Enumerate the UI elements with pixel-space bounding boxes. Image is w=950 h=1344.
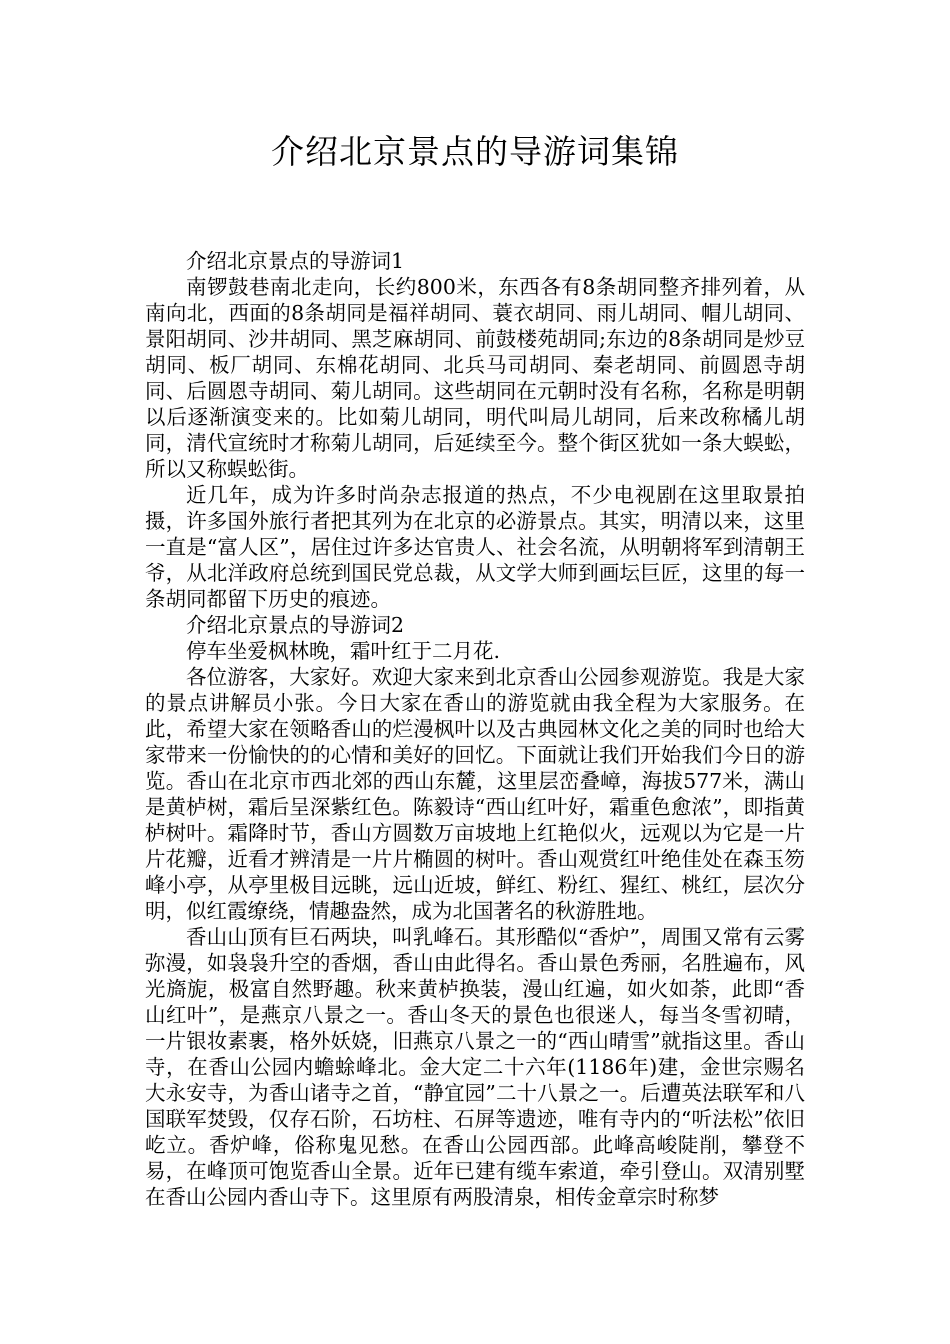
paragraph: 停车坐爱枫林晚，霜叶红于二月花. [186, 639, 501, 663]
section-heading: 介绍北京景点的导游词2 [186, 613, 405, 637]
paragraph: 香山山顶有巨石两块，叫乳峰石。其形酷似“香炉”，周围又常有云雾弥漫，如袅袅升空的香烟，香山由此得名。香山景色秀丽，名胜遍布，风光旖旎，极富自然野趣。秋来黄栌换装，漫山红遍，如火如荼，此即“香山红叶”，是燕京八景之一。香山冬天的景色也很迷人，每当冬雪初晴，一片银妆素裹，格外妖娆，旧燕京八景之一的“西山晴雪”就指这里。香山寺，在香山公园内蟾蜍峰北。金大定二十六年(1186年)建，金世宗赐名大永安寺，为香山诸寺之首，“静宜园”二十八景之一。后遭英法联军和八国联军焚毁，仅存石阶，石坊柱、石屏等遗迹，唯有寺内的“听法松”依旧屹立。香炉峰，俗称鬼见愁。在香山公园西部。此峰高峻陡削，攀登不易，在峰顶可饱览香山全景。近年已建有缆车索道，牵引登山。双清别墅在香山公园内香山寺下。这里原有两股清泉，相传金章宗时称梦 [145, 925, 805, 1209]
document-body [145, 248, 805, 1210]
document-title: 介绍北京景点的导游词集锦 [271, 132, 679, 171]
paragraph: 各位游客，大家好。欢迎大家来到北京香山公园参观游览。我是大家的景点讲解员小张。今日大家在香山的游览就由我全程为大家服务。在此，希望大家在领略香山的烂漫枫叶以及古典园林文化之美的同时也给大家带来一份愉快的的心情和美好的回忆。下面就让我们开始我们今日的游览。香山在北京市西北郊的西山东麓，这里层峦叠嶂，海拔577米，满山是黄栌树，霜后呈深紫红色。陈毅诗“西山红叶好，霜重色愈浓”，即指黄栌树叶。霜降时节，香山方圆数万亩坡地上红艳似火，远观以为它是一片片花瓣，近看才辨清是一片片椭圆的树叶。香山观赏红叶绝佳处在森玉笏峰小亭，从亭里极目远眺，远山近坡，鲜红、粉红、猩红、桃红，层次分明，似红霞缭绕，情趣盎然，成为北国著名的秋游胜地。 [145, 665, 805, 923]
paragraph: 南锣鼓巷南北走向，长约800米，东西各有8条胡同整齐排列着，从南向北，西面的8条胡同是福祥胡同、蓑衣胡同、雨儿胡同、帽儿胡同、景阳胡同、沙井胡同、黑芝麻胡同、前鼓楼苑胡同;东边的8条胡同是炒豆胡同、板厂胡同、东棉花胡同、北兵马司胡同、秦老胡同、前圆恩寺胡同、后圆恩寺胡同、菊儿胡同。这些胡同在元朝时没有名称，名称是明朝以后逐渐演变来的。比如菊儿胡同，明代叫局儿胡同，后来改称橘儿胡同，清代宣统时才称菊儿胡同，后延续至今。整个街区犹如一条大蜈蚣，所以又称蜈蚣街。 [145, 275, 805, 481]
paragraph: 近几年，成为许多时尚杂志报道的热点，不少电视剧在这里取景拍摄，许多国外旅行者把其列为在北京的必游景点。其实，明清以来，这里一直是“富人区”，居住过许多达官贵人、社会名流，从明朝将军到清朝王爷，从北洋政府总统到国民党总裁，从文学大师到画坛巨匠，这里的每一条胡同都留下历史的痕迹。 [145, 483, 805, 611]
section-heading: 介绍北京景点的导游词1 [186, 249, 405, 273]
